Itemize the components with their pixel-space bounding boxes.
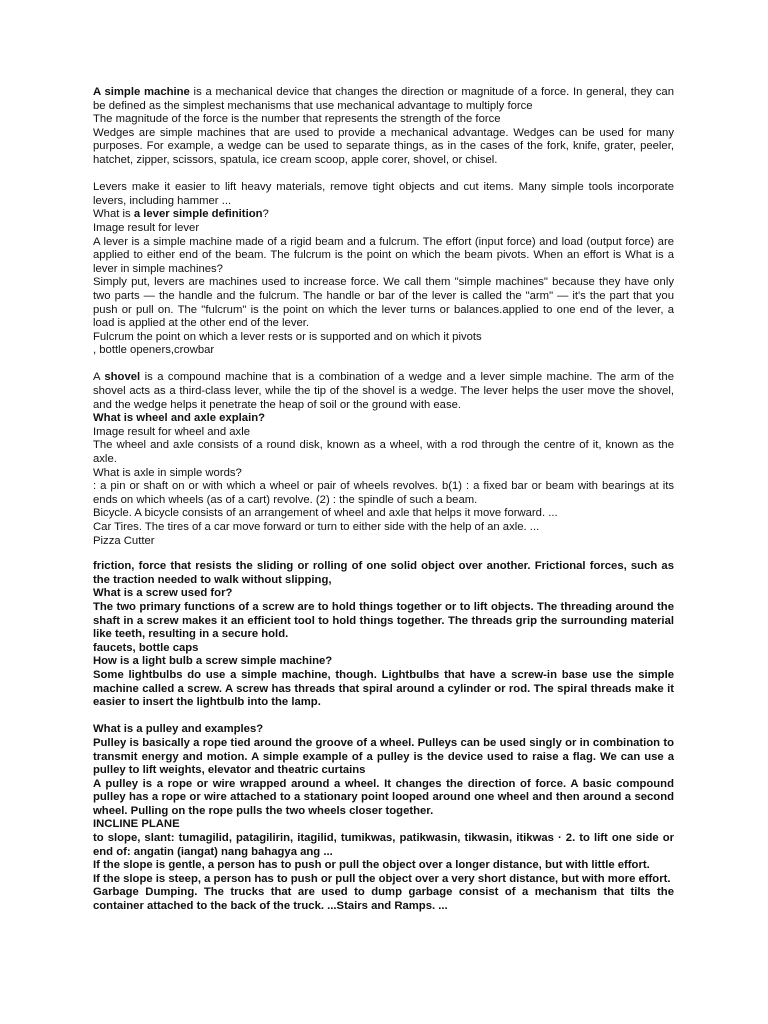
pizza-cutter-example: Pizza Cutter <box>93 534 155 547</box>
light-bulb-question: How is a light bulb a screw simple machine? <box>93 655 333 668</box>
levers-explained-paragraph: Simply put, levers are machines used to increase force. We call them "simple machines" because they have only two parts — the handle and the fulcrum. The handle or bar of the lever is called the "arm" — it's the part that you push or pull on. The "fulcrum" is the point on which the lever turns or balances.applied to one end of the lever, a load is applied at the other end of the lever. <box>93 276 674 330</box>
screw-examples: faucets, bottle caps <box>93 641 199 654</box>
bicycle-example: Bicycle. A bicycle consists of an arrangement of wheel and axle that helps it move forward. ... <box>93 507 558 520</box>
light-bulb-paragraph: Some lightbulbs do use a simple machine, though. Lightbulbs that have a screw-in base use the simple machine called a screw. A screw has threads that spiral around a cylinder or rod. The spiral threads make it easier to insert the lightbulb into the lamp. <box>93 668 674 709</box>
spacer <box>93 168 674 182</box>
lever-definition-question: What is a lever simple definition? <box>93 208 269 221</box>
image-result-lever: Image result for lever <box>93 221 200 234</box>
document-page <box>93 86 674 914</box>
garbage-dumping-paragraph: Garbage Dumping. The trucks that are used to dump garbage consist of a mechanism that tilts the container attached to the back of the truck. ...Stairs and Ramps. ... <box>93 886 674 913</box>
shovel-paragraph: A shovel is a compound machine that is a combination of a wedge and a lever simple machine. The arm of the shovel acts as a third-class lever, while the tip of the shovel is a wedge. The lever helps the user move the shovel, and the wedge helps it penetrate the heap of soil or the ground with ease. <box>93 371 674 411</box>
simple-machine-term: A simple machine <box>93 86 190 98</box>
spacer <box>93 358 674 372</box>
force-magnitude-paragraph: The magnitude of the force is the number that represents the strength of the force <box>93 113 501 126</box>
pulley-definition-paragraph: Pulley is basically a rope tied around the groove of a wheel. Pulleys can be used singly or in combination to transmit energy and motion. A simple example of a pulley is the device used to raise a flag. We can use a pulley to lift weights, elevator and theatric curtains <box>93 736 674 777</box>
wedges-paragraph: Wedges are simple machines that are used to provide a mechanical advantage. Wedges can be used for many purposes. For example, a wedge can be used to separate things, as in the cases of the fork, knife, grater, peeler, hatchet, zipper, scissors, spatula, ice cream scoop, apple corer, shovel, or chisel. <box>93 126 674 166</box>
wheel-axle-question: What is wheel and axle explain? <box>93 412 266 425</box>
slope-translation: to slope, slant: tumagilid, patagilirin, itagilid, tumikwas, patikwasin, tikwasin, itikwas · 2. to lift one side or end of: angatin (iangat) nang bahagya ang ... <box>93 832 674 858</box>
steep-slope-paragraph: If the slope is steep, a person has to push or pull the object over a very short distance, but with more effort. <box>93 872 671 885</box>
lever-definition-term: a lever simple definition <box>133 208 263 221</box>
wheel-axle-description: The wheel and axle consists of a round disk, known as a wheel, with a rod through the centre of it, known as the axle. <box>93 439 674 466</box>
pulley-question: What is a pulley and examples? <box>93 723 264 736</box>
gentle-slope-paragraph: If the slope is gentle, a person has to push or pull the object over a longer distance, but with little effort. <box>93 859 650 872</box>
screw-question: What is a screw used for? <box>93 587 233 600</box>
shovel-term: shovel <box>104 371 141 384</box>
fulcrum-definition: Fulcrum the point on which a lever rests or is supported and on which it pivots <box>93 330 482 343</box>
bold-section <box>93 560 674 913</box>
simple-machine-definition: A simple machine is a mechanical device that changes the direction or magnitude of a force. In general, they can be defined as the simplest mechanisms that use mechanical advantage to multiply force <box>93 86 675 112</box>
pulley-compound-paragraph: A pulley is a rope or wire wrapped around a wheel. It changes the direction of force. A basic compound pulley has a rope or wire attached to a stationary point looped around one wheel and then around a second wheel. Pulling on the rope pulls the two wheels closer together. <box>93 777 674 817</box>
levers-intro-paragraph: Levers make it easier to lift heavy materials, remove tight objects and cut items. Many simple tools incorporate levers, including hammer ... <box>93 181 674 207</box>
lever-examples: , bottle openers,crowbar <box>93 344 215 357</box>
screw-functions-paragraph: The two primary functions of a screw are to hold things together or to lift objects. The threading around the shaft in a screw makes it an efficient tool to hold things together. The threads grip the surrounding material like teeth, resulting in a secure hold. <box>93 600 674 641</box>
friction-paragraph: friction, force that resists the sliding or rolling of one solid object over another. Frictional forces, such as the traction needed to walk without slipping, <box>93 560 674 586</box>
incline-plane-heading: INCLINE PLANE <box>93 818 180 831</box>
image-result-wheel-axle: Image result for wheel and axle <box>93 425 250 438</box>
lever-description-paragraph: A lever is a simple machine made of a rigid beam and a fulcrum. The effort (input force) and load (output force) are applied to either end of the beam. The fulcrum is the point on which the beam pivots. When an effort is What is a lever in simple machines? <box>93 235 674 275</box>
axle-definition: : a pin or shaft on or with which a wheel or pair of wheels revolves. b(1) : a fixed bar or beam with bearings at its ends on which wheels (as of a cart) revolve. (2) : the spindle of such a beam. <box>93 480 674 506</box>
axle-question: What is axle in simple words? <box>93 466 242 479</box>
spacer <box>93 710 674 724</box>
car-tires-example: Car Tires. The tires of a car move forward or turn to either side with the help of an axle. ... <box>93 521 540 533</box>
